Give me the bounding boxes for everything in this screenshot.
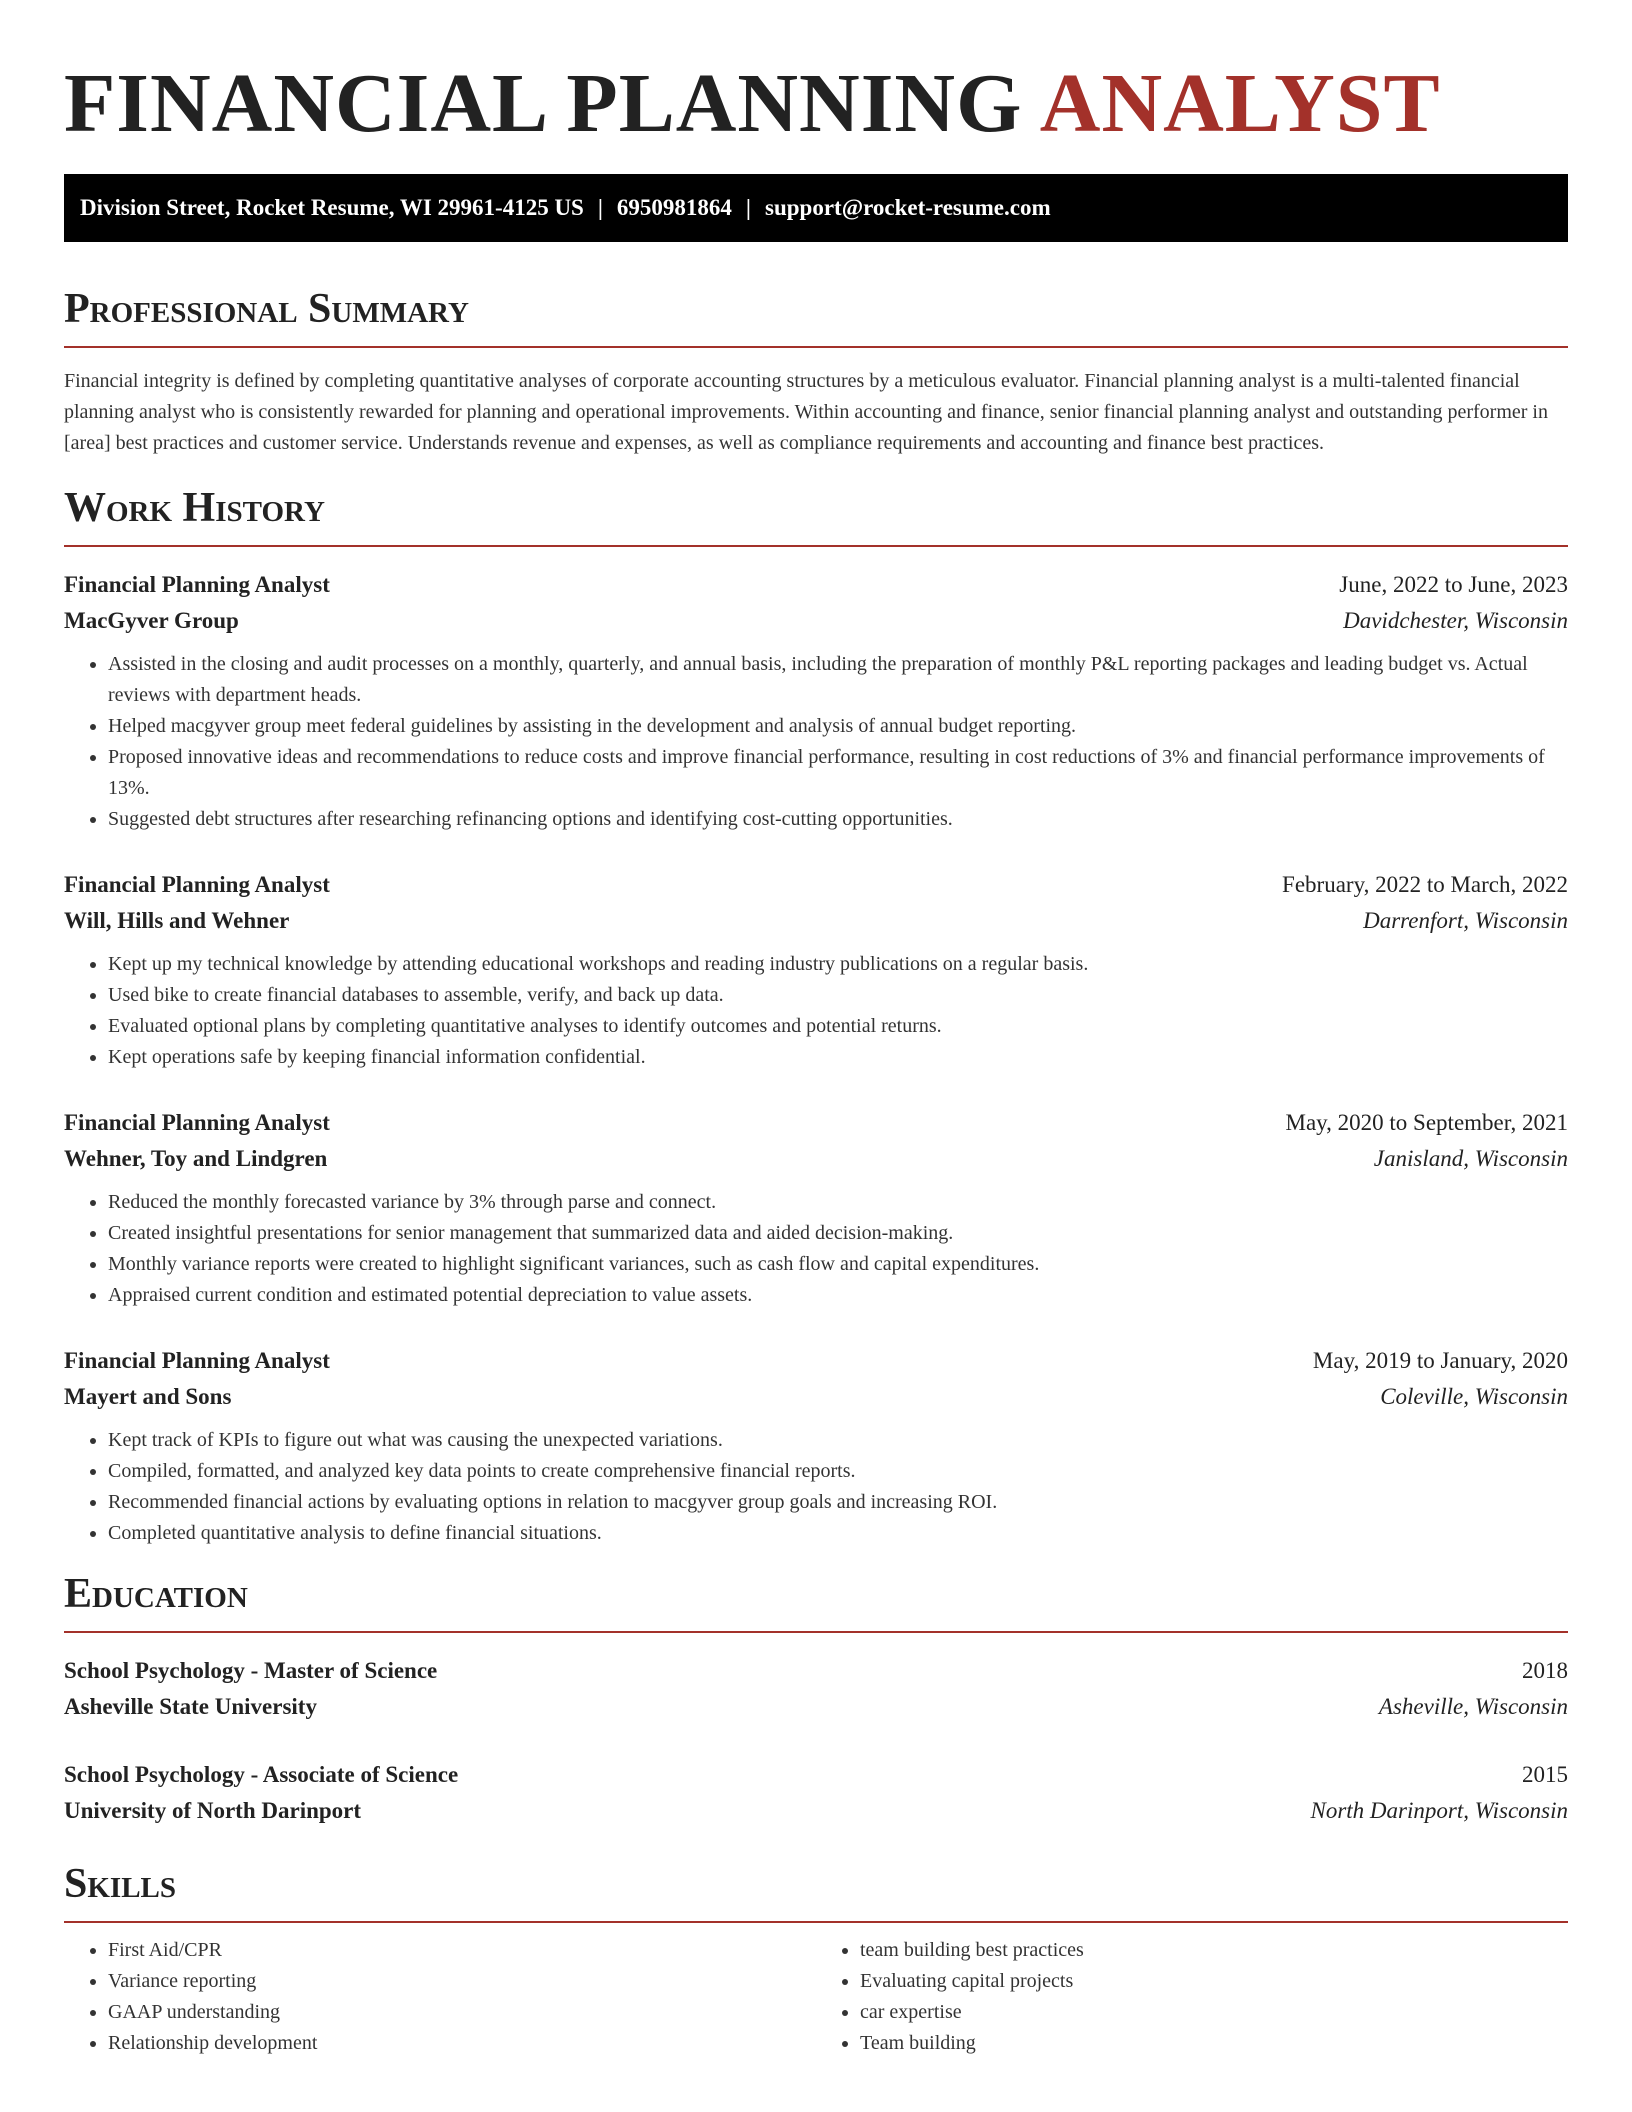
job-entry: [64, 867, 1568, 1073]
summary-section: [64, 284, 1568, 459]
list-item: • GAAP understanding: [108, 1997, 816, 2028]
list-item: • team building best practices: [860, 1935, 1568, 1966]
list-item: • Kept up my technical knowledge by attending educational workshops and reading industry publications on a regular basis.: [108, 949, 1568, 980]
list-item: • Helped macgyver group meet federal guidelines by assisting in the development and analysis of annual budget reporting.: [108, 711, 1568, 742]
section-heading: Education: [64, 1571, 248, 1617]
list-item: • Variance reporting: [108, 1966, 816, 1997]
job-bullets: [64, 1187, 1568, 1311]
job-title: Financial Planning Analyst: [64, 572, 330, 597]
job-entry: [64, 567, 1568, 835]
job-title: Financial Planning Analyst: [64, 1110, 330, 1135]
section-divider: [64, 1631, 1568, 1633]
education-entry: [64, 1653, 1568, 1725]
job-dates: February, 2022 to March, 2022: [1282, 872, 1568, 897]
section-divider: [64, 545, 1568, 547]
list-item: • Reduced the monthly forecasted variance by 3% through parse and connect.: [108, 1187, 1568, 1218]
job-company: Mayert and Sons: [64, 1384, 232, 1409]
job-location: Coleville, Wisconsin: [1380, 1384, 1568, 1409]
education-degree: School Psychology - Associate of Science: [64, 1762, 459, 1787]
list-item: • Recommended financial actions by evaluating options in relation to macgyver group goals and increasing ROI.: [108, 1487, 1568, 1518]
section-heading: Work History: [64, 485, 325, 531]
section-divider: [64, 346, 1568, 348]
contact-phone: 6950981864: [616, 195, 732, 220]
list-item: • First Aid/CPR: [108, 1935, 816, 1966]
skills-list-right: [816, 1935, 1568, 2059]
section-heading: Professional Summary: [64, 286, 469, 332]
skills-columns: [64, 1935, 1568, 2059]
education-degree: School Psychology - Master of Science: [64, 1658, 438, 1683]
list-item: • Kept track of KPIs to figure out what was causing the unexpected variations.: [108, 1425, 1568, 1456]
list-item: • Monthly variance reports were created to highlight significant variances, such as cash flow and capital expenditures.: [108, 1249, 1568, 1280]
job-entry: [64, 1343, 1568, 1549]
education-year: 2015: [1522, 1762, 1568, 1787]
education-school: University of North Darinport: [64, 1798, 362, 1823]
list-item: • Proposed innovative ideas and recommendations to reduce costs and improve financial performance, resulting in cost reductions of 3% and financial performance improvements of 13%.: [108, 742, 1568, 804]
contact-address: Division Street, Rocket Resume, WI 29961-4125 US: [80, 195, 584, 220]
education-year: 2018: [1522, 1658, 1568, 1683]
list-item: • Evaluated optional plans by completing quantitative analyses to identify outcomes and potential returns.: [108, 1011, 1568, 1042]
list-item: • Team building: [860, 2028, 1568, 2059]
resume-title: [64, 0, 1568, 150]
job-dates: June, 2022 to June, 2023: [1339, 572, 1568, 597]
education-section: [64, 1569, 1568, 1829]
education-location: North Darinport, Wisconsin: [1310, 1798, 1568, 1823]
education-entry: [64, 1757, 1568, 1829]
list-item: • Appraised current condition and estimated potential depreciation to value assets.: [108, 1280, 1568, 1311]
list-item: • Kept operations safe by keeping financial information confidential.: [108, 1042, 1568, 1073]
contact-email: support@rocket-resume.com: [765, 195, 1051, 220]
job-entry: [64, 1105, 1568, 1311]
job-company: MacGyver Group: [64, 608, 239, 633]
job-dates: May, 2020 to September, 2021: [1285, 1110, 1568, 1135]
title-accent: ANALYST: [1039, 57, 1441, 150]
contact-separator: |: [745, 195, 751, 220]
list-item: • Compiled, formatted, and analyzed key data points to create comprehensive financial reports.: [108, 1456, 1568, 1487]
job-location: Darrenfort, Wisconsin: [1363, 908, 1568, 933]
job-title: Financial Planning Analyst: [64, 1348, 330, 1373]
list-item: • car expertise: [860, 1997, 1568, 2028]
education-school: Asheville State University: [64, 1694, 317, 1719]
list-item: • Created insightful presentations for senior management that summarized data and aided decision-making.: [108, 1218, 1568, 1249]
section-divider: [64, 1921, 1568, 1923]
section-heading: Skills: [64, 1861, 177, 1907]
skills-section: [64, 1859, 1568, 2059]
skills-list-left: [64, 1935, 816, 2059]
work-section: [64, 483, 1568, 1549]
list-item: • Completed quantitative analysis to define financial situations.: [108, 1518, 1568, 1549]
contact-bar: [64, 174, 1568, 242]
list-item: • Evaluating capital projects: [860, 1966, 1568, 1997]
job-company: Will, Hills and Wehner: [64, 908, 290, 933]
education-location: Asheville, Wisconsin: [1378, 1694, 1568, 1719]
list-item: • Suggested debt structures after researching refinancing options and identifying cost-cutting opportunities.: [108, 804, 1568, 835]
list-item: • Relationship development: [108, 2028, 816, 2059]
job-company: Wehner, Toy and Lindgren: [64, 1146, 328, 1171]
job-title: Financial Planning Analyst: [64, 872, 330, 897]
title-main: FINANCIAL PLANNING: [64, 57, 1023, 150]
summary-text: Financial integrity is defined by completing quantitative analyses of corporate accounting structures by a meticulous evaluator. Financial planning analyst is a multi-talented financial planning analyst who is consistently rewarded for planning and operational improvements. Within accounting and finance, senior financial planning analyst and outstanding performer in [area] best practices and customer service. Understands revenue and expenses, as well as compliance requirements and accounting and finance best practices.: [64, 370, 1548, 454]
job-bullets: [64, 649, 1568, 835]
job-location: Davidchester, Wisconsin: [1343, 608, 1568, 633]
list-item: • Used bike to create financial databases to assemble, verify, and back up data.: [108, 980, 1568, 1011]
job-bullets: [64, 949, 1568, 1073]
job-bullets: [64, 1425, 1568, 1549]
job-dates: May, 2019 to January, 2020: [1312, 1348, 1568, 1373]
job-location: Janisland, Wisconsin: [1373, 1146, 1568, 1171]
list-item: • Assisted in the closing and audit processes on a monthly, quarterly, and annual basis, including the preparation of monthly P&L reporting packages and leading budget vs. Actual reviews with department heads.: [108, 649, 1568, 711]
contact-separator: |: [597, 195, 603, 220]
